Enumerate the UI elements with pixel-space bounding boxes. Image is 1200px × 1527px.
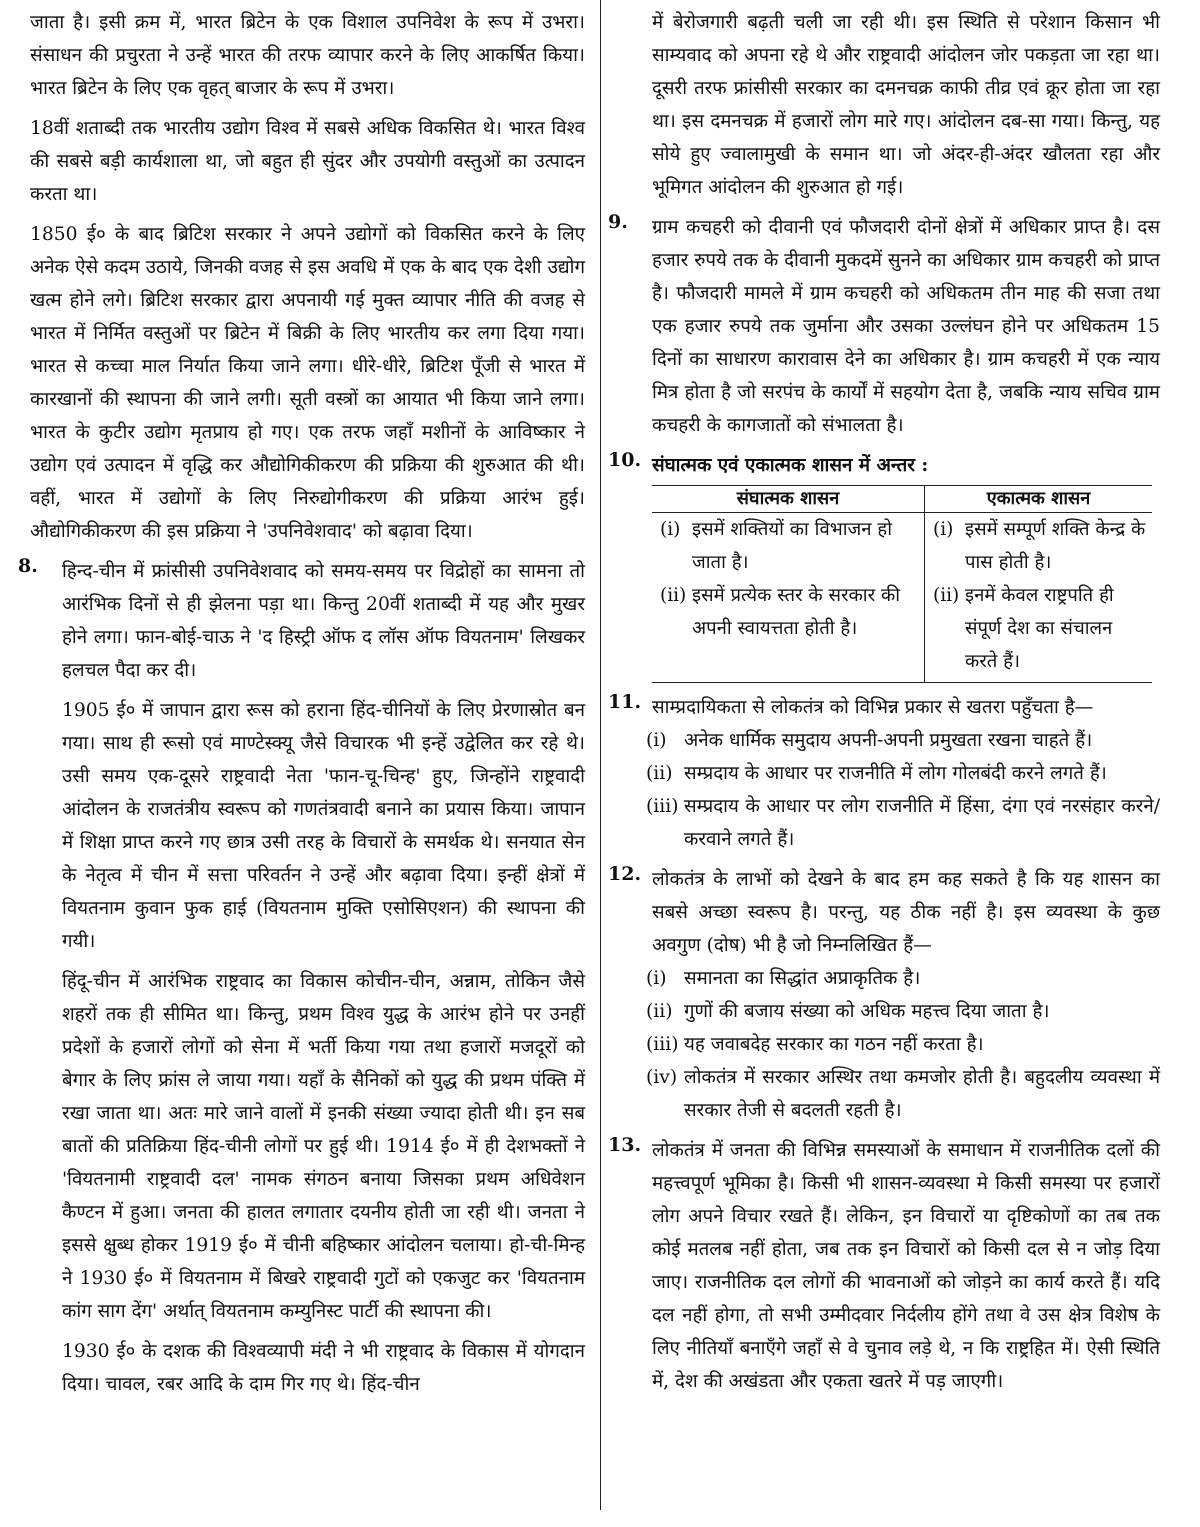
right-column (608, 6, 1160, 1405)
table-header-federal: संघात्मक शासन (652, 486, 925, 513)
paragraph-18th-century-industry: 18वीं शताब्दी तक भारतीय उद्योग विश्व में सबसे अधिक विकसित थे। भारत विश्व की सबसे बड़ी कार्यशाला था, जो बहुत ही सुंदर और उपयोगी वस्तुओं का उत्पादन करता था। (30, 118, 585, 205)
answer-10 (608, 449, 1160, 481)
column-divider (600, 0, 601, 1510)
list-item: (iv) लोकतंत्र में सरकार अस्थिर तथा कमजोर होती है। बहुदलीय व्यवस्था में सरकार तेजी से बदलती रहती है। (646, 1067, 1160, 1121)
answer-number: 9. (608, 211, 628, 233)
list-item: (iii) यह जवाबदेह सरकार का गठन नहीं करता है। (646, 1034, 984, 1055)
answer-number: 10. (608, 449, 642, 471)
table-row (652, 513, 1152, 580)
list-item: (iii) सम्प्रदाय के आधार पर लोग राजनीति में हिंसा, दंगा एवं नरसंहार करने/करवाने लगते हैं। (646, 796, 1160, 850)
left-column (18, 6, 585, 1408)
comparison-heading: संघात्मक एवं एकात्मक शासन में अन्तर : (652, 454, 929, 476)
communalism-list (620, 724, 1160, 856)
answer-number: 11. (608, 691, 642, 713)
paragraph-communalism: साम्प्रदायिकता से लोकतंत्र को विभिन्न प्रकार से खतरा पहुँचता है— (652, 697, 1094, 718)
list-item: (i) समानता का सिद्धांत अप्राकृतिक है। (646, 968, 921, 989)
comparison-table (652, 485, 1152, 683)
paragraph-early-nationalism: हिंदू-चीन में आरंभिक राष्ट्रवाद का विकास कोचीन-चीन, अन्नाम, तोकिन जैसे शहरों तक ही सीमित था। किन्तु, प्रथम विश्व युद्ध के आरंभ होने पर उनहीं प्रदेशों के हजारों लोगों को सेना में भर्ती किया गया तथा हजारों मजदूरों को बेगार के लिए फ्रांस ले जाया गया। यहाँ के सैनिकों को युद्ध की प्रथम पंक्ति में रखा जाता था। अतः मारे जाने वालों में इनकी संख्या ज्यादा होती थी। इन सब बातों की प्रतिक्रिया हिंद-चीनी लोगों पर हुई थी। 1914 ई० में ही देशभक्तों ने 'वियतनामी राष्ट्रवादी दल' नामक संगठन बनाया जिसका प्रथम अधिवेशन कैण्टन में हुआ। जनता की हालत लगातार दयनीय होती जा रही थी। जनता ने इससे क्षुब्ध होकर 1919 ई० में चीनी बहिष्कार आंदोलन चलाया। हो-ची-मिन्ह ने 1930 ई० में वियतनाम में बिखरे राष्ट्रवादी गुटों को एकजुट कर 'वियतनाम कांग साग देंग' अर्थात् वियतनाम कम्युनिस्ट पार्टी की स्थापना की। (62, 971, 585, 1322)
answer-number: 8. (18, 555, 38, 577)
list-item: (ii) सम्प्रदाय के आधार पर राजनीति में लोग गोलबंदी करने लगते हैं। (646, 763, 1107, 784)
table-cell: (i) इसमें सम्पूर्ण शक्ति केन्द्र के पास होती है। (933, 519, 1146, 573)
answer-number: 13. (608, 1134, 642, 1156)
paragraph-colonial-market: जाता है। इसी क्रम में, भारत ब्रिटेन के एक विशाल उपनिवेश के रूप में उभरा। संसाधन की प्रचुरता ने उन्हें भारत की तरफ व्यापार करने के लिए आकर्षित किया। भारत ब्रिटेन के लिए एक वृहत् बाजार के रूप में उभरा। (30, 12, 585, 99)
list-item: (ii) गुणों की बजाय संख्या को अधिक महत्त्व दिया जाता है। (646, 1001, 1050, 1022)
paragraph-gram-kachahari: ग्राम कचहरी को दीवानी एवं फौजदारी दोनों क्षेत्रों में अधिकार प्राप्त है। दस हजार रुपये तक के दीवानी मुकदमें सुनने का अधिकार ग्राम कचहरी को प्राप्त है। फौजदारी मामले में ग्राम कचहरी को अधिकतम तीन माह की सजा तथा एक हजार रुपये तक जुर्माना और उसका उल्लंघन होने पर अधिकतम 15 दिनों का साधारण कारावास देने का अधिकार है। ग्राम कचहरी में एक न्याय मित्र होता है जो सरपंच के कार्यों में सहयोग देता है, जबकि न्याय सचिव ग्राम कचहरी के कागजातों को संभालता है। (652, 217, 1160, 436)
table-cell: (ii) इसमें प्रत्येक स्तर के सरकार की अपनी स्वायत्तता होती है। (660, 585, 901, 639)
answer-12 (608, 863, 1160, 962)
paragraph-1930-depression: 1930 ई० के दशक की विश्वव्यापी मंदी ने भी राष्ट्रवाद के विकास में योगदान दिया। चावल, रबर आदि के दाम गिर गए थे। हिंद-चीन (62, 1341, 585, 1395)
list-item: (i) अनेक धार्मिक समुदाय अपनी-अपनी प्रमुखता रखना चाहते हैं। (646, 730, 1093, 751)
answer-13 (608, 1134, 1160, 1398)
paragraph-continued: में बेरोजगारी बढ़ती चली जा रही थी। इस स्थिति से परेशान किसान भी साम्यवाद को अपना रहे थे और राष्ट्रवादी आंदोलन जोर पकड़ता जा रहा था। दूसरी तरफ फ्रांसीसी सरकार का दमनचक्र काफी तीव्र एवं क्रूर होता जा रहा था। इस दमनचक्र में हजारों लोग मारे गए। आंदोलन दब-सा गया। किन्तु, यह सोये हुए ज्वालामुखी के समान था। जो अंदर-ही-अंदर खौलता रहा और भूमिगत आंदोलन की शुरुआत हो गई। (652, 12, 1160, 198)
answer-number: 12. (608, 863, 642, 885)
paragraph-democracy-demerits: लोकतंत्र के लाभों को देखने के बाद हम कह सकते है कि यह शासन का सबसे अच्छा स्वरूप है। परन्तु, यह ठीक नहीं है। इस व्यवस्था के कुछ अवगुण (दोष) भी है जो निम्नलिखित हैं— (652, 869, 1160, 956)
answer-8 (18, 555, 585, 687)
paragraph-political-parties: लोकतंत्र में जनता की विभिन्न समस्याओं के समाधान में राजनीतिक दलों की महत्त्वपूर्ण भूमिका है। किसी भी शासन-व्यवस्था मे किसी समस्या पर हजारों लोग अपने विचार रखते हैं। लेकिन, इन विचारों या दृष्टिकोणों का तब तक कोई मतलब नहीं होता, जब तक इन विचारों को किसी दल से न जोड़ दिया जाए। राजनीतिक दल लोगों की भावनाओं को जोड़ने का कार्य करते हैं। यदि दल नहीं होगा, तो सभी उम्मीदवार निर्दलीय होंगे तथा वे उस क्षेत्र विशेष के लिए नीतियाँ बनाएँगे जहाँ से वे चुनाव लड़े थे, न कि राष्ट्रहित में। ऐसी स्थिति में, देश की अखंडता और एकता खतरे में पड़ जाएगी। (652, 1140, 1160, 1392)
table-cell: (ii) इनमें केवल राष्ट्रपति ही संपूर्ण देश का संचालन करते हैं। (933, 585, 1114, 672)
demerits-list (620, 962, 1160, 1127)
paragraph-deindustrialization: 1850 ई० के बाद ब्रिटिश सरकार ने अपने उद्योगों को विकसित करने के लिए अनेक ऐसे कदम उठाये, जिनकी वजह से इस अवधि में एक के बाद एक देशी उद्योग खत्म होने लगे। ब्रिटिश सरकार द्वारा अपनायी गई मुक्त व्यापार नीति की वजह से भारत में निर्मित वस्तुओं पर ब्रिटेन में बिक्री के लिए भारतीय कर लगा दिया गया। भारत से कच्चा माल निर्यात किया जाने लगा। धीरे-धीरे, ब्रिटिश पूँजी से भारत में कारखानों की स्थापना की जाने लगी। सूती वस्त्रों का आयात भी किया जाने लगा। भारत के कुटीर उद्योग मृतप्राय हो गए। एक तरफ जहाँ मशीनों के आविष्कार ने उद्योग एवं उत्पादन में वृद्धि कर औद्योगिकीकरण की प्रक्रिया की शुरुआत की थी। वहीं, भारत में उद्योगों के लिए निरुद्योगीकरण की प्रक्रिया आरंभ हुई। औद्योगिकीकरण की इस प्रक्रिया ने 'उपनिवेशवाद' को बढ़ावा दिया। (30, 224, 585, 542)
table-row (652, 579, 1152, 683)
answer-11 (608, 691, 1160, 724)
table-header-unitary: एकात्मक शासन (925, 486, 1153, 513)
paragraph-1905-inspiration: 1905 ई० में जापान द्वारा रूस को हराना हिंद-चीनियों के लिए प्रेरणास्रोत बन गया। साथ ही रूसो एवं माण्टेस्क्यू जैसे विचारक भी इन्हें उद्वेलित कर रहे थे। उसी समय एक-दूसरे राष्ट्रवादी नेता 'फान-चू-चिन्ह' हुए, जिन्होंने राष्ट्रवादी आंदोलन के राजतंत्रीय स्वरूप को गणतंत्रवादी बनाने का प्रयास किया। जापान में शिक्षा प्राप्त करने गए छात्र उसी तरह के विचारों के समर्थक थे। सनयात सेन के नेतृत्व में चीन में सत्ता परिवर्तन ने उन्हें और बढ़ावा दिया। इन्हीं क्षेत्रों में वियतनाम कुवान फुक हाई (वियतनाम मुक्ति एसोसिएशन) की स्थापना की गयी। (62, 700, 585, 952)
table-cell: (i) इसमें शक्तियों का विभाजन हो जाता है। (660, 519, 893, 573)
paragraph-indochina-revolts: हिन्द-चीन में फ्रांसीसी उपनिवेशवाद को समय-समय पर विद्रोहों का सामना तो आरंभिक दिनों से ही झेलना पड़ा था। किन्तु 20वीं शताब्दी में यह और मुखर होने लगा। फान-बोई-चाऊ ने 'द हिस्ट्री ऑफ द लॉस ऑफ वियतनाम' लिखकर हलचल पैदा कर दी। (62, 561, 585, 681)
answer-9 (608, 211, 1160, 442)
